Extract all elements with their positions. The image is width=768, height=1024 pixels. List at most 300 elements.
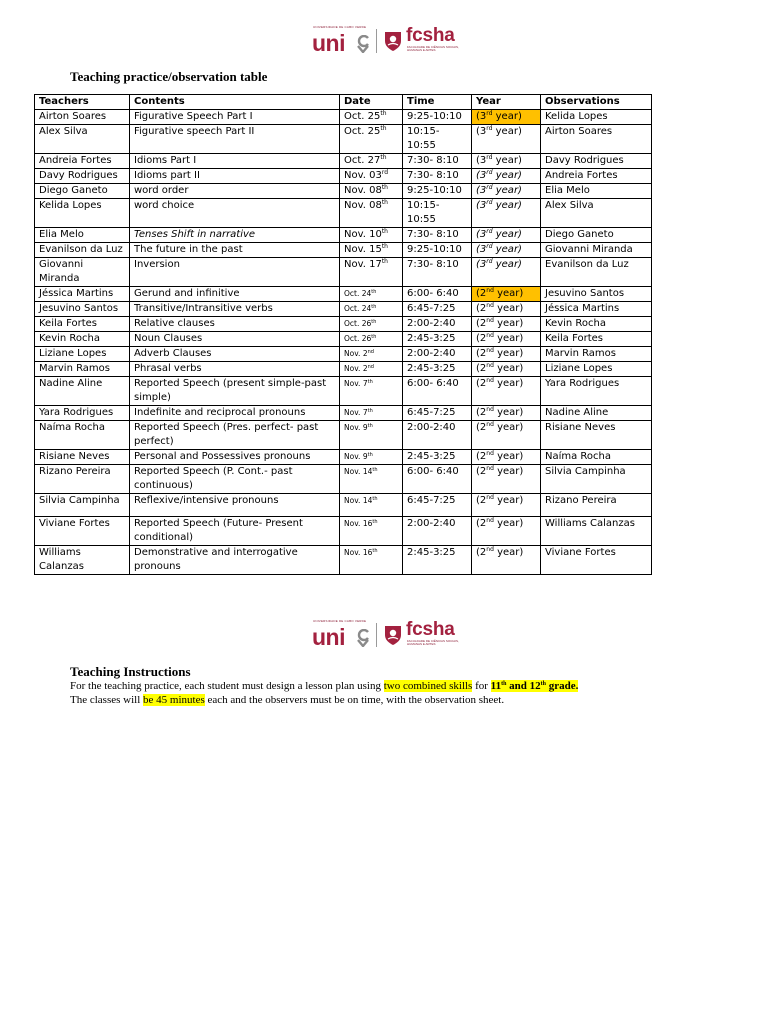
year-number: 2	[479, 407, 487, 418]
table-row	[35, 332, 652, 347]
teacher-cell: Rizano Pereira	[35, 465, 130, 494]
time-cell: 7:30- 8:10	[403, 258, 472, 287]
year-number: 3	[479, 200, 487, 211]
table-row	[35, 347, 652, 362]
time-cell: 10:15-10:55	[403, 199, 472, 228]
content-cell: Gerund and infinitive	[130, 287, 340, 302]
uni-logo-small-text: UNIVERSIDADE DE CABO VERDE	[313, 25, 367, 29]
table-row	[35, 110, 652, 125]
time-cell: 6:45-7:25	[403, 406, 472, 421]
content-cell: word choice	[130, 199, 340, 228]
year-cell	[472, 332, 541, 347]
observer-cell: Jéssica Martins	[541, 302, 652, 317]
year-cell	[472, 421, 541, 450]
table-row	[35, 317, 652, 332]
year-number: 3	[479, 185, 487, 196]
date-suffix: th	[372, 467, 378, 473]
content-cell: Idioms Part I	[130, 154, 340, 169]
year-word: year)	[493, 451, 524, 462]
table-row	[35, 362, 652, 377]
year-suffix: rd	[486, 169, 493, 176]
date-text: Oct. 26	[344, 334, 372, 343]
highlight-two-skills: two combined skills	[383, 680, 473, 692]
date-cell	[340, 546, 403, 575]
content-cell: Inversion	[130, 258, 340, 287]
date-suffix: th	[372, 519, 378, 525]
year-paren-open: (	[476, 333, 480, 344]
date-cell	[340, 169, 403, 184]
year-number: 3	[479, 229, 487, 240]
table-row	[35, 199, 652, 228]
teacher-cell: Silvia Campinha	[35, 494, 130, 517]
content-cell: Idioms part II	[130, 169, 340, 184]
instructions-line2-text: The classes will	[70, 694, 144, 706]
date-cell	[340, 243, 403, 258]
observer-cell: Alex Silva	[541, 199, 652, 228]
grade-and-12: and 12	[506, 680, 541, 692]
date-cell	[340, 450, 403, 465]
content-cell: Personal and Possessives pronouns	[130, 450, 340, 465]
time-cell: 2:45-3:25	[403, 332, 472, 347]
date-suffix: rd	[381, 169, 388, 176]
year-word: year)	[492, 259, 522, 270]
date-text: Oct. 25	[344, 126, 381, 137]
year-cell	[472, 517, 541, 546]
teacher-cell: Kevin Rocha	[35, 332, 130, 347]
teacher-cell: Kelida Lopes	[35, 199, 130, 228]
table-row	[35, 125, 652, 154]
table-row	[35, 421, 652, 450]
date-text: Nov. 10	[344, 229, 382, 240]
year-word: year)	[493, 288, 524, 299]
year-cell	[472, 110, 541, 125]
date-suffix: th	[371, 304, 377, 310]
year-number: 2	[479, 318, 487, 329]
time-cell: 7:30- 8:10	[403, 154, 472, 169]
date-text: Nov. 14	[344, 496, 373, 505]
header-time: Time	[403, 95, 472, 110]
year-number: 3	[479, 155, 487, 166]
university-logo-second	[312, 620, 472, 650]
year-paren-open: (	[476, 466, 480, 477]
year-cell	[472, 377, 541, 406]
date-text: Oct. 27	[344, 155, 381, 166]
date-cell	[340, 517, 403, 546]
teacher-cell: Airton Soares	[35, 110, 130, 125]
year-paren-open: (	[476, 378, 480, 389]
teacher-cell: Liziane Lopes	[35, 347, 130, 362]
time-cell: 6:00- 6:40	[403, 465, 472, 494]
year-number: 2	[479, 495, 487, 506]
date-text: Nov. 14	[344, 467, 373, 476]
year-paren-open: (	[476, 495, 480, 506]
date-cell	[340, 110, 403, 125]
date-cell	[340, 125, 403, 154]
year-cell	[472, 546, 541, 575]
year-word: year)	[492, 155, 522, 166]
date-cell	[340, 228, 403, 243]
teacher-cell: Risiane Neves	[35, 450, 130, 465]
year-word: year)	[492, 170, 522, 181]
year-word: year)	[493, 422, 524, 433]
time-cell: 2:00-2:40	[403, 517, 472, 546]
date-cell	[340, 287, 403, 302]
year-suffix: nd	[486, 377, 494, 384]
header-observations: Observations	[541, 95, 652, 110]
date-suffix: th	[367, 408, 373, 414]
year-word: year)	[493, 378, 524, 389]
instructions-for-text: for	[472, 680, 491, 692]
teacher-cell: Andreia Fortes	[35, 154, 130, 169]
fcsha-logo	[406, 26, 470, 56]
university-logo	[312, 26, 472, 56]
content-cell: Figurative Speech Part I	[130, 110, 340, 125]
date-cell	[340, 377, 403, 406]
content-cell: Transitive/Intransitive verbs	[130, 302, 340, 317]
year-cell	[472, 169, 541, 184]
observer-cell: Elia Melo	[541, 184, 652, 199]
teacher-cell: Yara Rodrigues	[35, 406, 130, 421]
date-suffix: th	[381, 199, 388, 206]
teacher-cell: Alex Silva	[35, 125, 130, 154]
date-cell	[340, 332, 403, 347]
table-row	[35, 517, 652, 546]
year-number: 3	[479, 170, 487, 181]
date-cell	[340, 154, 403, 169]
year-word: year)	[493, 518, 524, 529]
year-cell	[472, 347, 541, 362]
year-paren-open: (	[476, 547, 480, 558]
year-number: 2	[479, 547, 487, 558]
date-text: Nov. 7	[344, 379, 368, 388]
observer-cell: Nadine Aline	[541, 406, 652, 421]
year-number: 2	[479, 422, 487, 433]
table-row	[35, 494, 652, 517]
content-cell: Reported Speech (Pres. perfect- past perfect)	[130, 421, 340, 450]
date-text: Nov. 15	[344, 244, 382, 255]
year-suffix: nd	[486, 302, 494, 309]
year-suffix: nd	[486, 317, 494, 324]
year-paren-open: (	[476, 244, 480, 255]
year-paren-open: (	[476, 348, 480, 359]
time-cell: 6:45-7:25	[403, 494, 472, 517]
date-suffix: th	[371, 289, 377, 295]
year-word: year)	[493, 407, 524, 418]
year-number: 2	[479, 378, 487, 389]
year-suffix: nd	[486, 450, 494, 457]
observer-cell: Davy Rodrigues	[541, 154, 652, 169]
year-cell	[472, 243, 541, 258]
year-paren-open: (	[476, 451, 480, 462]
date-text: Nov. 7	[344, 408, 368, 417]
year-number: 2	[479, 363, 487, 374]
observer-cell: Viviane Fortes	[541, 546, 652, 575]
content-cell: Adverb Clauses	[130, 347, 340, 362]
year-paren-open: (	[476, 407, 480, 418]
date-text: Nov. 17	[344, 259, 382, 270]
table-row	[35, 228, 652, 243]
year-word: year)	[493, 547, 524, 558]
year-paren-open: (	[476, 229, 480, 240]
shield-emblem-icon	[383, 30, 403, 52]
observer-cell: Kevin Rocha	[541, 317, 652, 332]
content-cell: Reported Speech (present simple-past simple)	[130, 377, 340, 406]
fcsha-logo-small-text: FACULDADE DE CIÊNCIAS SOCIAIS, HUMANAS E ARTES	[407, 45, 459, 53]
year-suffix: nd	[486, 332, 494, 339]
year-paren-open: (	[476, 422, 480, 433]
cv-mark-icon	[356, 629, 370, 647]
year-suffix: rd	[486, 228, 493, 235]
date-text: Nov. 08	[344, 200, 382, 211]
observer-cell: Silvia Campinha	[541, 465, 652, 494]
time-cell: 6:00- 6:40	[403, 287, 472, 302]
teacher-cell: Davy Rodrigues	[35, 169, 130, 184]
year-number: 3	[479, 126, 487, 137]
year-cell	[472, 450, 541, 465]
year-word: year)	[493, 363, 524, 374]
date-text: Nov. 2	[344, 364, 368, 373]
year-suffix: rd	[486, 184, 493, 191]
table-row	[35, 406, 652, 421]
date-cell	[340, 184, 403, 199]
year-cell	[472, 406, 541, 421]
time-cell: 2:00-2:40	[403, 317, 472, 332]
content-cell: Phrasal verbs	[130, 362, 340, 377]
instructions-line2-rest: each and the observers must be on time, with the observation sheet	[204, 694, 502, 706]
date-suffix: th	[371, 319, 377, 325]
content-cell: Demonstrative and interrogative pronouns	[130, 546, 340, 575]
table-header-row	[35, 95, 652, 110]
date-text: Nov. 03	[344, 170, 382, 181]
year-number: 3	[479, 259, 487, 270]
year-cell	[472, 125, 541, 154]
observer-cell: Airton Soares	[541, 125, 652, 154]
content-cell: Relative clauses	[130, 317, 340, 332]
teacher-cell: Naíma Rocha	[35, 421, 130, 450]
teacher-cell: Elia Melo	[35, 228, 130, 243]
year-cell	[472, 494, 541, 517]
year-paren-open: (	[476, 170, 480, 181]
observer-cell: Giovanni Miranda	[541, 243, 652, 258]
time-cell: 2:45-3:25	[403, 362, 472, 377]
year-number: 2	[479, 518, 487, 529]
year-paren-open: (	[476, 318, 480, 329]
date-suffix: th	[367, 452, 373, 458]
year-paren-open: (	[476, 111, 480, 122]
table-row	[35, 154, 652, 169]
year-number: 2	[479, 466, 487, 477]
observer-cell: Diego Ganeto	[541, 228, 652, 243]
time-cell: 2:45-3:25	[403, 546, 472, 575]
time-cell: 6:00- 6:40	[403, 377, 472, 406]
date-text: Nov. 16	[344, 548, 373, 557]
uni-logo-text: uni	[312, 624, 345, 650]
table-row	[35, 546, 652, 575]
observer-cell: Risiane Neves	[541, 421, 652, 450]
observer-cell: Liziane Lopes	[541, 362, 652, 377]
highlight-grades	[491, 680, 579, 692]
content-cell: Reflexive/intensive pronouns	[130, 494, 340, 517]
teacher-cell: Williams Calanzas	[35, 546, 130, 575]
year-suffix: nd	[486, 347, 494, 354]
year-paren-open: (	[476, 303, 480, 314]
fcsha-logo-text: fcsha	[406, 25, 455, 46]
time-cell: 2:00-2:40	[403, 347, 472, 362]
uni-logo-text: uni	[312, 30, 345, 56]
observation-table	[34, 94, 652, 575]
date-cell	[340, 362, 403, 377]
year-word: year)	[493, 495, 524, 506]
date-cell	[340, 347, 403, 362]
observer-cell: Rizano Pereira	[541, 494, 652, 517]
date-suffix: nd	[367, 349, 374, 355]
year-cell	[472, 465, 541, 494]
table-row	[35, 287, 652, 302]
cv-mark-icon	[356, 35, 370, 53]
content-cell: Reported Speech (Future- Present conditional)	[130, 517, 340, 546]
observer-cell: Marvin Ramos	[541, 347, 652, 362]
date-suffix: th	[367, 379, 373, 385]
year-cell	[472, 258, 541, 287]
uni-logo-small-text: UNIVERSIDADE DE CABO VERDE	[313, 619, 367, 623]
observer-cell: Yara Rodrigues	[541, 377, 652, 406]
date-text: Nov. 16	[344, 519, 373, 528]
table-row	[35, 184, 652, 199]
content-cell: word order	[130, 184, 340, 199]
table-row	[35, 243, 652, 258]
teacher-cell: Marvin Ramos	[35, 362, 130, 377]
year-number: 3	[479, 244, 487, 255]
date-text: Nov. 2	[344, 349, 368, 358]
year-word: year)	[492, 200, 522, 211]
highlight-45-minutes: be 45 minutes	[143, 694, 205, 706]
grade-11: 11	[490, 680, 502, 692]
time-cell: 2:45-3:25	[403, 450, 472, 465]
date-cell	[340, 494, 403, 517]
year-suffix: nd	[486, 421, 494, 428]
date-suffix: th	[381, 258, 388, 265]
year-number: 2	[479, 288, 487, 299]
date-suffix: th	[367, 423, 373, 429]
date-text: Nov. 9	[344, 423, 368, 432]
year-suffix: rd	[486, 199, 493, 206]
year-cell	[472, 228, 541, 243]
year-suffix: rd	[486, 110, 493, 117]
logo-divider	[376, 29, 377, 53]
year-number: 2	[479, 348, 487, 359]
year-paren-open: (	[476, 126, 480, 137]
date-text: Oct. 25	[344, 111, 381, 122]
date-text: Oct. 24	[344, 304, 372, 313]
time-cell: 7:30- 8:10	[403, 169, 472, 184]
logo-divider	[376, 623, 377, 647]
year-word: year)	[492, 185, 522, 196]
year-word: year)	[492, 244, 522, 255]
year-number: 2	[479, 303, 487, 314]
date-suffix: th	[380, 154, 387, 161]
year-number: 2	[479, 451, 487, 462]
content-cell: The future in the past	[130, 243, 340, 258]
content-cell: Indefinite and reciprocal pronouns	[130, 406, 340, 421]
year-cell	[472, 199, 541, 228]
year-suffix: nd	[486, 287, 494, 294]
instructions-line1-text: For the teaching practice, each student must design a lesson plan using	[70, 680, 384, 692]
date-text: Oct. 24	[344, 289, 372, 298]
year-word: year)	[492, 111, 522, 122]
instructions-paragraph	[70, 679, 690, 707]
date-cell	[340, 317, 403, 332]
year-paren-open: (	[476, 288, 480, 299]
teacher-cell: Diego Ganeto	[35, 184, 130, 199]
fcsha-logo-small-text: FACULDADE DE CIÊNCIAS SOCIAIS, HUMANAS E ARTES	[407, 639, 459, 647]
date-suffix: th	[371, 334, 377, 340]
year-paren-open: (	[476, 185, 480, 196]
year-suffix: rd	[486, 258, 493, 265]
date-cell	[340, 199, 403, 228]
time-cell: 9:25-10:10	[403, 184, 472, 199]
year-cell	[472, 317, 541, 332]
observer-cell: Keila Fortes	[541, 332, 652, 347]
observer-cell: Kelida Lopes	[541, 110, 652, 125]
uni-logo	[312, 26, 374, 56]
instructions-line2-end: .	[501, 694, 505, 706]
time-cell: 10:15-10:55	[403, 125, 472, 154]
observer-cell: Evanilson da Luz	[541, 258, 652, 287]
observer-cell: Jesuvino Santos	[541, 287, 652, 302]
time-cell: 7:30- 8:10	[403, 228, 472, 243]
teacher-cell: Jesuvino Santos	[35, 302, 130, 317]
table-row	[35, 302, 652, 317]
header-contents: Contents	[130, 95, 340, 110]
year-cell	[472, 154, 541, 169]
header-teachers: Teachers	[35, 95, 130, 110]
teacher-cell: Jéssica Martins	[35, 287, 130, 302]
uni-logo	[312, 620, 374, 650]
year-cell	[472, 302, 541, 317]
header-date: Date	[340, 95, 403, 110]
year-suffix: nd	[486, 406, 494, 413]
year-suffix: nd	[486, 362, 494, 369]
year-number: 3	[479, 111, 487, 122]
date-cell	[340, 258, 403, 287]
observation-table-title: Teaching practice/observation table	[70, 69, 268, 84]
year-suffix: nd	[486, 546, 494, 553]
date-cell	[340, 465, 403, 494]
observer-cell: Andreia Fortes	[541, 169, 652, 184]
year-paren-open: (	[476, 155, 480, 166]
date-text: Nov. 9	[344, 452, 368, 461]
content-cell: Tenses Shift in narrative	[130, 228, 340, 243]
date-suffix: th	[372, 548, 378, 554]
fcsha-logo-text: fcsha	[406, 619, 455, 640]
year-suffix: rd	[486, 125, 493, 132]
instructions-title: Teaching Instructions	[70, 664, 191, 679]
year-suffix: nd	[486, 465, 494, 472]
grade-12-sup: th	[540, 681, 547, 687]
time-cell: 2:00-2:40	[403, 421, 472, 450]
grade-11-sup: th	[501, 681, 507, 687]
content-cell: Noun Clauses	[130, 332, 340, 347]
year-cell	[472, 184, 541, 199]
year-suffix: rd	[486, 154, 493, 161]
date-cell	[340, 302, 403, 317]
year-word: year)	[492, 229, 522, 240]
year-suffix: nd	[486, 494, 494, 501]
year-number: 2	[479, 333, 487, 344]
teacher-cell: Keila Fortes	[35, 317, 130, 332]
time-cell: 9:25-10:10	[403, 243, 472, 258]
date-suffix: th	[381, 243, 388, 250]
